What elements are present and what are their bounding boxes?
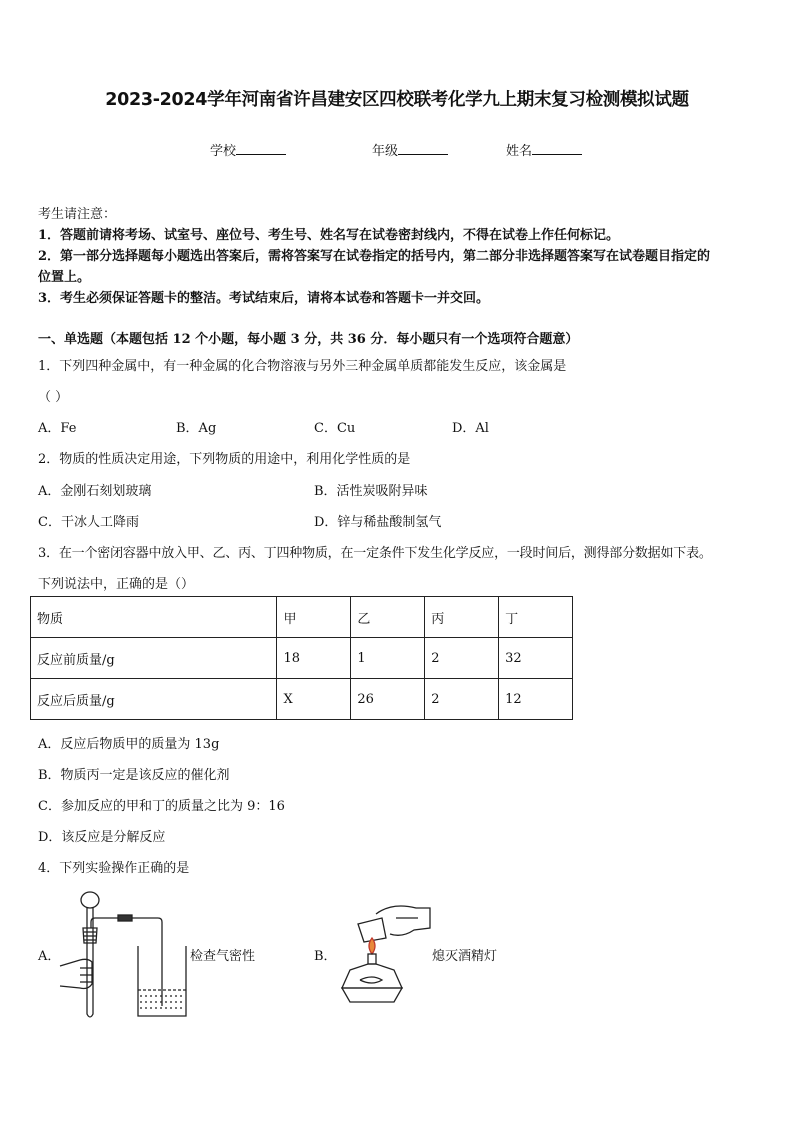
- notice-item-2-cont: 位置上。: [38, 270, 91, 285]
- table-cell: 物质: [31, 597, 277, 638]
- q2-stem: 2．物质的性质决定用途，下列物质的用途中，利用化学性质的是: [38, 452, 411, 467]
- airtightness-check-figure: [58, 888, 193, 1023]
- table-cell: 2: [425, 679, 499, 720]
- rubber-connector: [118, 915, 132, 921]
- table-cell: 丙: [425, 597, 499, 638]
- school-field: [210, 140, 286, 159]
- table-cell: 2: [425, 638, 499, 679]
- flame-icon: [369, 938, 375, 954]
- q3-stem-line2: 下列说法中，正确的是（）: [38, 577, 195, 592]
- q3-option-d: D．该反应是分解反应: [38, 830, 166, 845]
- q2-option-b: B．活性炭吸附异味: [314, 484, 428, 499]
- table-cell: X: [277, 679, 351, 720]
- table-cell: 26: [351, 679, 425, 720]
- table-row: [31, 679, 573, 720]
- extinguish-lamp-figure: [336, 898, 432, 1008]
- grade-blank: [398, 142, 448, 155]
- name-blank: [532, 142, 582, 155]
- notice-heading: 考生请注意：: [38, 207, 117, 222]
- q3-option-a: A．反应后物质甲的质量为 13g: [38, 737, 220, 752]
- table-cell: 反应后质量/g: [31, 679, 277, 720]
- name-label: 姓名: [506, 144, 533, 159]
- grade-field: [372, 140, 448, 159]
- lamp-wick: [368, 954, 376, 964]
- q4-stem: 4．下列实验操作正确的是: [38, 861, 190, 876]
- tube-bulb-top: [81, 892, 99, 908]
- q1-option-d: D．Al: [452, 421, 489, 436]
- table-cell: 甲: [277, 597, 351, 638]
- q1-option-c: C．Cu: [314, 421, 356, 436]
- q3-stem-line1: 3．在一个密闭容器中放入甲、乙、丙、丁四种物质，在一定条件下发生化学反应，一段时间后，测得部分数据如下表。: [38, 546, 712, 561]
- school-label: 学校: [210, 144, 237, 159]
- delivery-tube-left: [91, 918, 118, 928]
- notice-item-2: 2．第一部分选择题每小题选出答案后，需将答案写在试卷指定的括号内，第二部分非选择题答案写在试卷题目指定的: [38, 249, 711, 264]
- table-cell: 1: [351, 638, 425, 679]
- name-field: [506, 140, 582, 159]
- q4-option-b-letter: B．: [314, 949, 337, 964]
- q3-data-table: [30, 596, 573, 720]
- notice-item-3: 3．考生必须保证答题卡的整洁。考试结束后，请将本试卷和答题卡一并交回。: [38, 291, 490, 306]
- table-cell: 32: [499, 638, 573, 679]
- q3-option-c: C．参加反应的甲和丁的质量之比为 9：16: [38, 799, 285, 814]
- q1-option-b: B．Ag: [176, 421, 217, 436]
- school-blank: [236, 142, 286, 155]
- grade-label: 年级: [372, 144, 399, 159]
- q4-option-a-letter: A．: [38, 949, 61, 964]
- table-cell: 12: [499, 679, 573, 720]
- table-cell: 丁: [499, 597, 573, 638]
- q2-option-c: C．干冰人工降雨: [38, 515, 139, 530]
- q1-stem: 1．下列四种金属中，有一种金属的化合物溶液与另外三种金属单质都能发生反应，该金属是: [38, 359, 567, 374]
- notice-item-1: 1．答题前请将考场、试室号、座位号、考生号、姓名写在试卷密封线内，不得在试卷上作任何标记。: [38, 228, 620, 243]
- table-cell: 乙: [351, 597, 425, 638]
- delivery-tube-right: [132, 918, 162, 1006]
- table-row: [31, 638, 573, 679]
- table-cell: 18: [277, 638, 351, 679]
- q1-option-a: A．Fe: [38, 421, 77, 436]
- q4-option-b-caption: 熄灭酒精灯: [432, 949, 498, 964]
- q2-option-a: A．金刚石刻划玻璃: [38, 484, 152, 499]
- section-heading: 一、单选题（本题包括 12 个小题，每小题 3 分，共 36 分．每小题只有一个选项符合题意）: [38, 332, 579, 347]
- table-cell: 反应前质量/g: [31, 638, 277, 679]
- q4-option-a-caption: 检查气密性: [190, 949, 256, 964]
- page-title: 2023-2024学年河南省许昌建安区四校联考化学九上期末复习检测模拟试题: [105, 90, 689, 110]
- table-row: [31, 597, 573, 638]
- q2-option-d: D．锌与稀盐酸制氢气: [314, 515, 442, 530]
- q3-option-b: B．物质丙一定是该反应的催化剂: [38, 768, 230, 783]
- lamp-body: [342, 964, 402, 988]
- q1-paren: （ ）: [38, 390, 69, 405]
